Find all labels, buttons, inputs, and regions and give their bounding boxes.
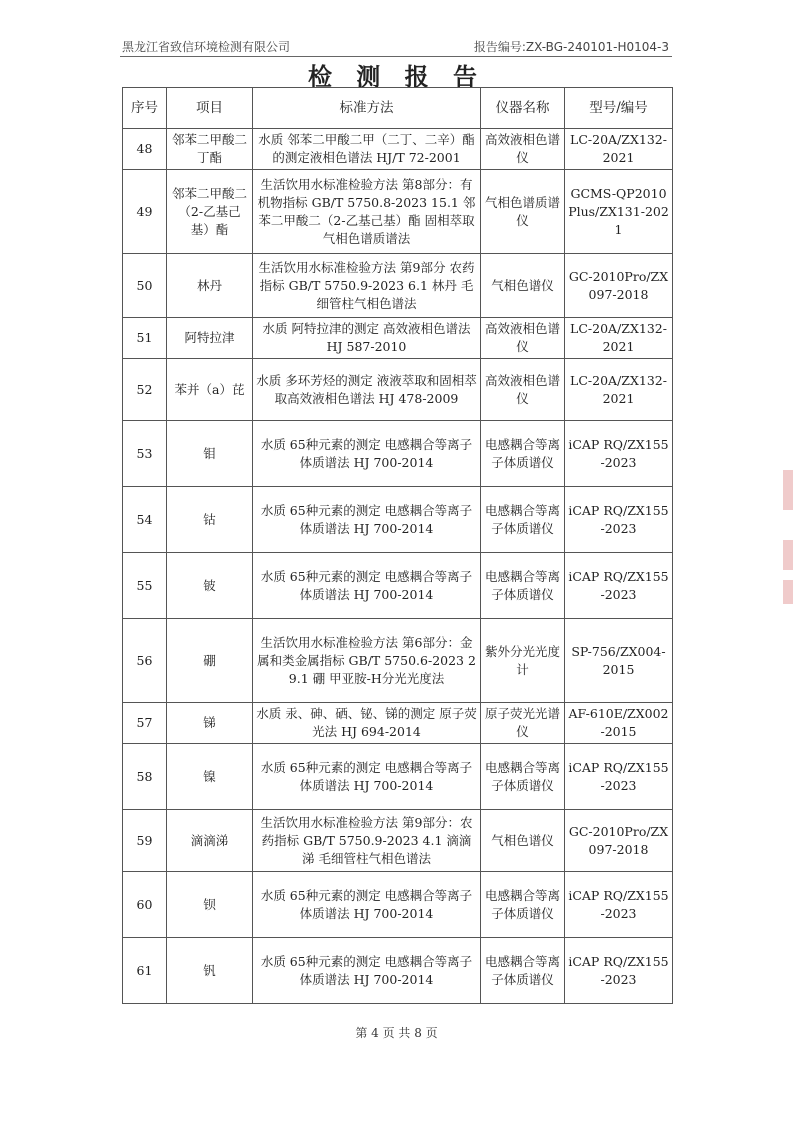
seal-fragment xyxy=(783,580,793,604)
table-row xyxy=(123,810,673,872)
row-number: 53 xyxy=(123,421,167,487)
row-model: SP-756/ZX004-2015 xyxy=(565,619,673,703)
row-number: 56 xyxy=(123,619,167,703)
table-row xyxy=(123,359,673,421)
row-instrument: 电感耦合等离子体质谱仪 xyxy=(481,938,565,1004)
company-name: 黑龙江省致信环境检测有限公司 xyxy=(122,40,291,54)
report-title: 检 测 报 告 xyxy=(307,62,486,91)
row-item: 邻苯二甲酸二丁酯 xyxy=(167,129,253,170)
row-item: 钼 xyxy=(167,421,253,487)
row-item: 铍 xyxy=(167,553,253,619)
row-model: iCAP RQ/ZX155-2023 xyxy=(565,487,673,553)
row-item: 阿特拉津 xyxy=(167,318,253,359)
row-model: AF-610E/ZX002-2015 xyxy=(565,703,673,744)
row-method: 水质 阿特拉津的测定 高效液相色谱法 HJ 587-2010 xyxy=(253,318,481,359)
row-number: 52 xyxy=(123,359,167,421)
row-instrument: 气相色谱仪 xyxy=(481,810,565,872)
row-model: GC-2010Pro/ZX097-2018 xyxy=(565,810,673,872)
report-number: 报告编号:ZX-BG-240101-H0104-3 xyxy=(473,40,669,54)
table-row xyxy=(123,487,673,553)
row-method: 水质 多环芳烃的测定 液液萃取和固相萃取高效液相色谱法 HJ 478-2009 xyxy=(253,359,481,421)
column-header-item: 项目 xyxy=(167,88,253,129)
column-header-instrument: 仪器名称 xyxy=(481,88,565,129)
row-instrument: 原子荧光光谱仪 xyxy=(481,703,565,744)
row-instrument: 电感耦合等离子体质谱仪 xyxy=(481,421,565,487)
row-method: 水质 65种元素的测定 电感耦合等离子体质谱法 HJ 700-2014 xyxy=(253,553,481,619)
row-item: 钒 xyxy=(167,938,253,1004)
row-instrument: 紫外分光光度计 xyxy=(481,619,565,703)
table-row xyxy=(123,170,673,254)
row-method: 生活饮用水标准检验方法 第6部分：金属和类金属指标 GB/T 5750.6-2023 29.1 硼 甲亚胺-H分光光度法 xyxy=(253,619,481,703)
row-number: 49 xyxy=(123,170,167,254)
row-item: 邻苯二甲酸二（2-乙基己基）酯 xyxy=(167,170,253,254)
row-item: 林丹 xyxy=(167,254,253,318)
column-header-no: 序号 xyxy=(123,88,167,129)
row-model: GC-2010Pro/ZX097-2018 xyxy=(565,254,673,318)
column-header-method: 标准方法 xyxy=(253,88,481,129)
row-method: 生活饮用水标准检验方法 第9部分 农药指标 GB/T 5750.9-2023 6.1 林丹 毛细管柱气相色谱法 xyxy=(253,254,481,318)
table-row xyxy=(123,872,673,938)
row-instrument: 气相色谱仪 xyxy=(481,254,565,318)
table-header-row xyxy=(123,88,673,129)
table-row xyxy=(123,254,673,318)
row-number: 61 xyxy=(123,938,167,1004)
row-item: 锑 xyxy=(167,703,253,744)
row-instrument: 气相色谱质谱仪 xyxy=(481,170,565,254)
row-number: 50 xyxy=(123,254,167,318)
row-number: 48 xyxy=(123,129,167,170)
row-item: 苯并（a）芘 xyxy=(167,359,253,421)
row-number: 55 xyxy=(123,553,167,619)
table-row xyxy=(123,129,673,170)
row-model: iCAP RQ/ZX155-2023 xyxy=(565,938,673,1004)
row-method: 水质 汞、砷、硒、铋、锑的测定 原子荧光法 HJ 694-2014 xyxy=(253,703,481,744)
row-model: LC-20A/ZX132-2021 xyxy=(565,129,673,170)
table-row xyxy=(123,318,673,359)
row-instrument: 高效液相色谱仪 xyxy=(481,129,565,170)
table-row xyxy=(123,619,673,703)
row-method: 水质 65种元素的测定 电感耦合等离子体质谱法 HJ 700-2014 xyxy=(253,872,481,938)
row-item: 硼 xyxy=(167,619,253,703)
row-number: 60 xyxy=(123,872,167,938)
row-instrument: 电感耦合等离子体质谱仪 xyxy=(481,553,565,619)
row-method: 水质 邻苯二甲酸二甲（二丁、二辛）酯的测定液相色谱法 HJ/T 72-2001 xyxy=(253,129,481,170)
row-number: 59 xyxy=(123,810,167,872)
row-number: 58 xyxy=(123,744,167,810)
row-method: 生活饮用水标准检验方法 第8部分：有机物指标 GB/T 5750.8-2023 15.1 邻苯二甲酸二（2-乙基己基）酯 固相萃取气相色谱质谱法 xyxy=(253,170,481,254)
seal-fragment xyxy=(783,470,793,510)
row-number: 51 xyxy=(123,318,167,359)
row-method: 生活饮用水标准检验方法 第9部分：农药指标 GB/T 5750.9-2023 4.1 滴滴涕 毛细管柱气相色谱法 xyxy=(253,810,481,872)
row-instrument: 高效液相色谱仪 xyxy=(481,318,565,359)
row-model: iCAP RQ/ZX155-2023 xyxy=(565,553,673,619)
row-number: 54 xyxy=(123,487,167,553)
row-model: iCAP RQ/ZX155-2023 xyxy=(565,744,673,810)
table-row xyxy=(123,938,673,1004)
row-method: 水质 65种元素的测定 电感耦合等离子体质谱法 HJ 700-2014 xyxy=(253,487,481,553)
row-instrument: 电感耦合等离子体质谱仪 xyxy=(481,744,565,810)
row-model: iCAP RQ/ZX155-2023 xyxy=(565,872,673,938)
row-instrument: 电感耦合等离子体质谱仪 xyxy=(481,487,565,553)
row-instrument: 电感耦合等离子体质谱仪 xyxy=(481,872,565,938)
row-method: 水质 65种元素的测定 电感耦合等离子体质谱法 HJ 700-2014 xyxy=(253,421,481,487)
table-row xyxy=(123,744,673,810)
row-model: LC-20A/ZX132-2021 xyxy=(565,359,673,421)
row-model: LC-20A/ZX132-2021 xyxy=(565,318,673,359)
table-row xyxy=(123,703,673,744)
row-model: iCAP RQ/ZX155-2023 xyxy=(565,421,673,487)
row-method: 水质 65种元素的测定 电感耦合等离子体质谱法 HJ 700-2014 xyxy=(253,938,481,1004)
row-item: 镍 xyxy=(167,744,253,810)
page-number: 第 4 页 共 8 页 xyxy=(355,1026,438,1040)
seal-fragment xyxy=(783,540,793,570)
row-method: 水质 65种元素的测定 电感耦合等离子体质谱法 HJ 700-2014 xyxy=(253,744,481,810)
table-row xyxy=(123,553,673,619)
row-instrument: 高效液相色谱仪 xyxy=(481,359,565,421)
row-model: GCMS-QP2010 Plus/ZX131-2021 xyxy=(565,170,673,254)
row-item: 滴滴涕 xyxy=(167,810,253,872)
column-header-model: 型号/编号 xyxy=(565,88,673,129)
test-methods-table xyxy=(122,87,673,1004)
row-item: 钴 xyxy=(167,487,253,553)
table-row xyxy=(123,421,673,487)
row-number: 57 xyxy=(123,703,167,744)
row-item: 钡 xyxy=(167,872,253,938)
